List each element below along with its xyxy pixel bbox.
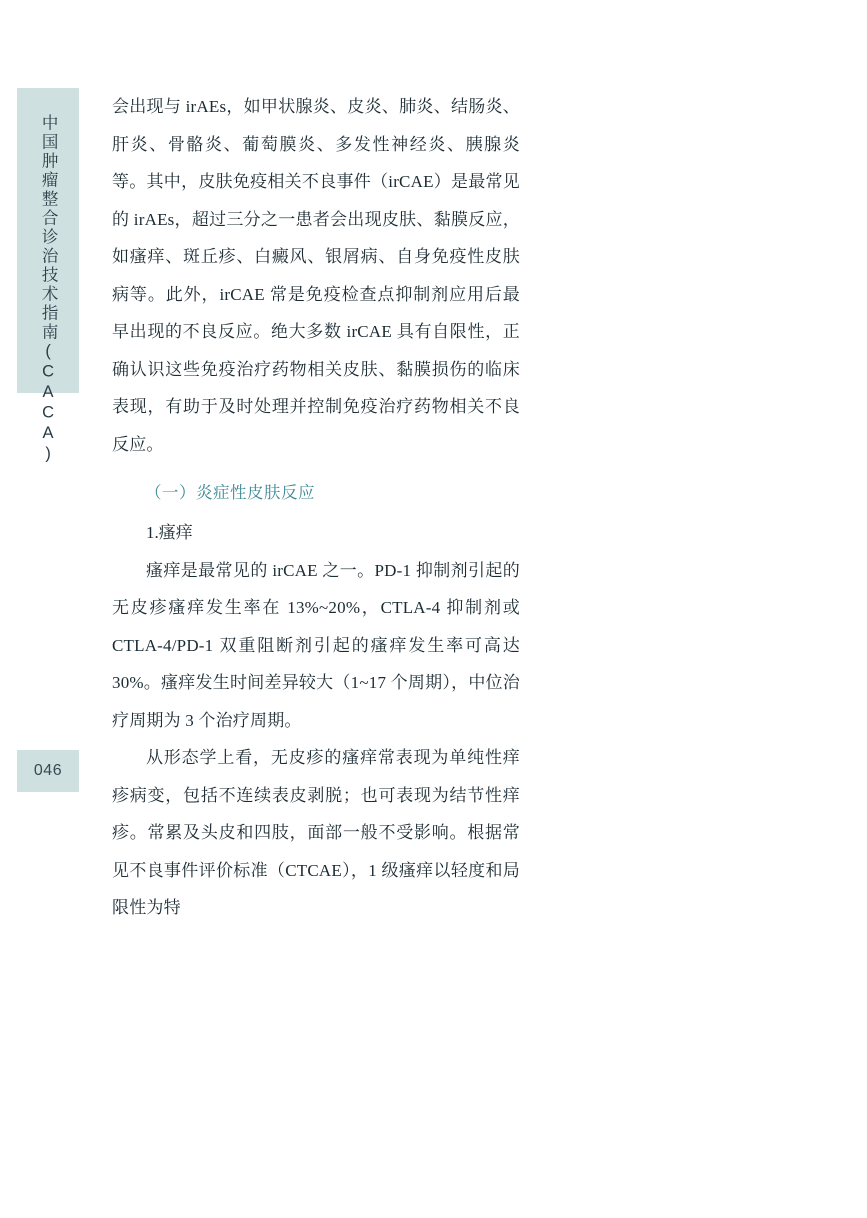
page-number-tab	[17, 750, 79, 792]
running-title-tab	[17, 88, 79, 465]
running-title-text: 中国肿瘤整合诊治技术指南(CACA)	[39, 114, 58, 465]
sub-heading: 1.瘙痒	[146, 523, 193, 542]
page-number: 046	[33, 762, 63, 779]
page-body	[112, 88, 520, 927]
paragraph-intro: 会出现与 irAEs，如甲状腺炎、皮炎、肺炎、结肠炎、肝炎、骨骼炎、葡萄膜炎、多发性神经炎、胰腺炎等。其中，皮肤免疫相关不良事件（irCAE）是最常见的 irAEs，超过三分之一患者会出现皮肤、黏膜反应，如瘙痒、斑丘疹、白癜风、银屑病、自身免疫性皮肤病等。此外，irCAE 常是免疫检查点抑制剂应用后最早出现的不良反应。绝大多数 irCAE 具有自限性，正确认识这些免疫治疗药物相关皮肤、黏膜损伤的临床表现，有助于及时处理并控制免疫治疗药物相关不良反应。	[112, 97, 520, 454]
paragraph-morphology: 从形态学上看，无皮疹的瘙痒常表现为单纯性痒疹病变，包括不连续表皮剥脱；也可表现为结节性痒疹。常累及头皮和四肢，面部一般不受影响。根据常见不良事件评价标准（CTCAE），1 级瘙痒以轻度和局限性为特	[112, 748, 520, 917]
paragraph-pruritus-incidence: 瘙痒是最常见的 irCAE 之一。PD-1 抑制剂引起的无皮疹瘙痒发生率在 13%~20%，CTLA-4 抑制剂或 CTLA-4/PD-1 双重阻断剂引起的瘙痒发生率可高达 30%。瘙痒发生时间差异较大（1~17 个周期），中位治疗周期为 3 个治疗周期。	[112, 560, 520, 730]
section-heading: （一）炎症性皮肤反应	[145, 484, 315, 502]
